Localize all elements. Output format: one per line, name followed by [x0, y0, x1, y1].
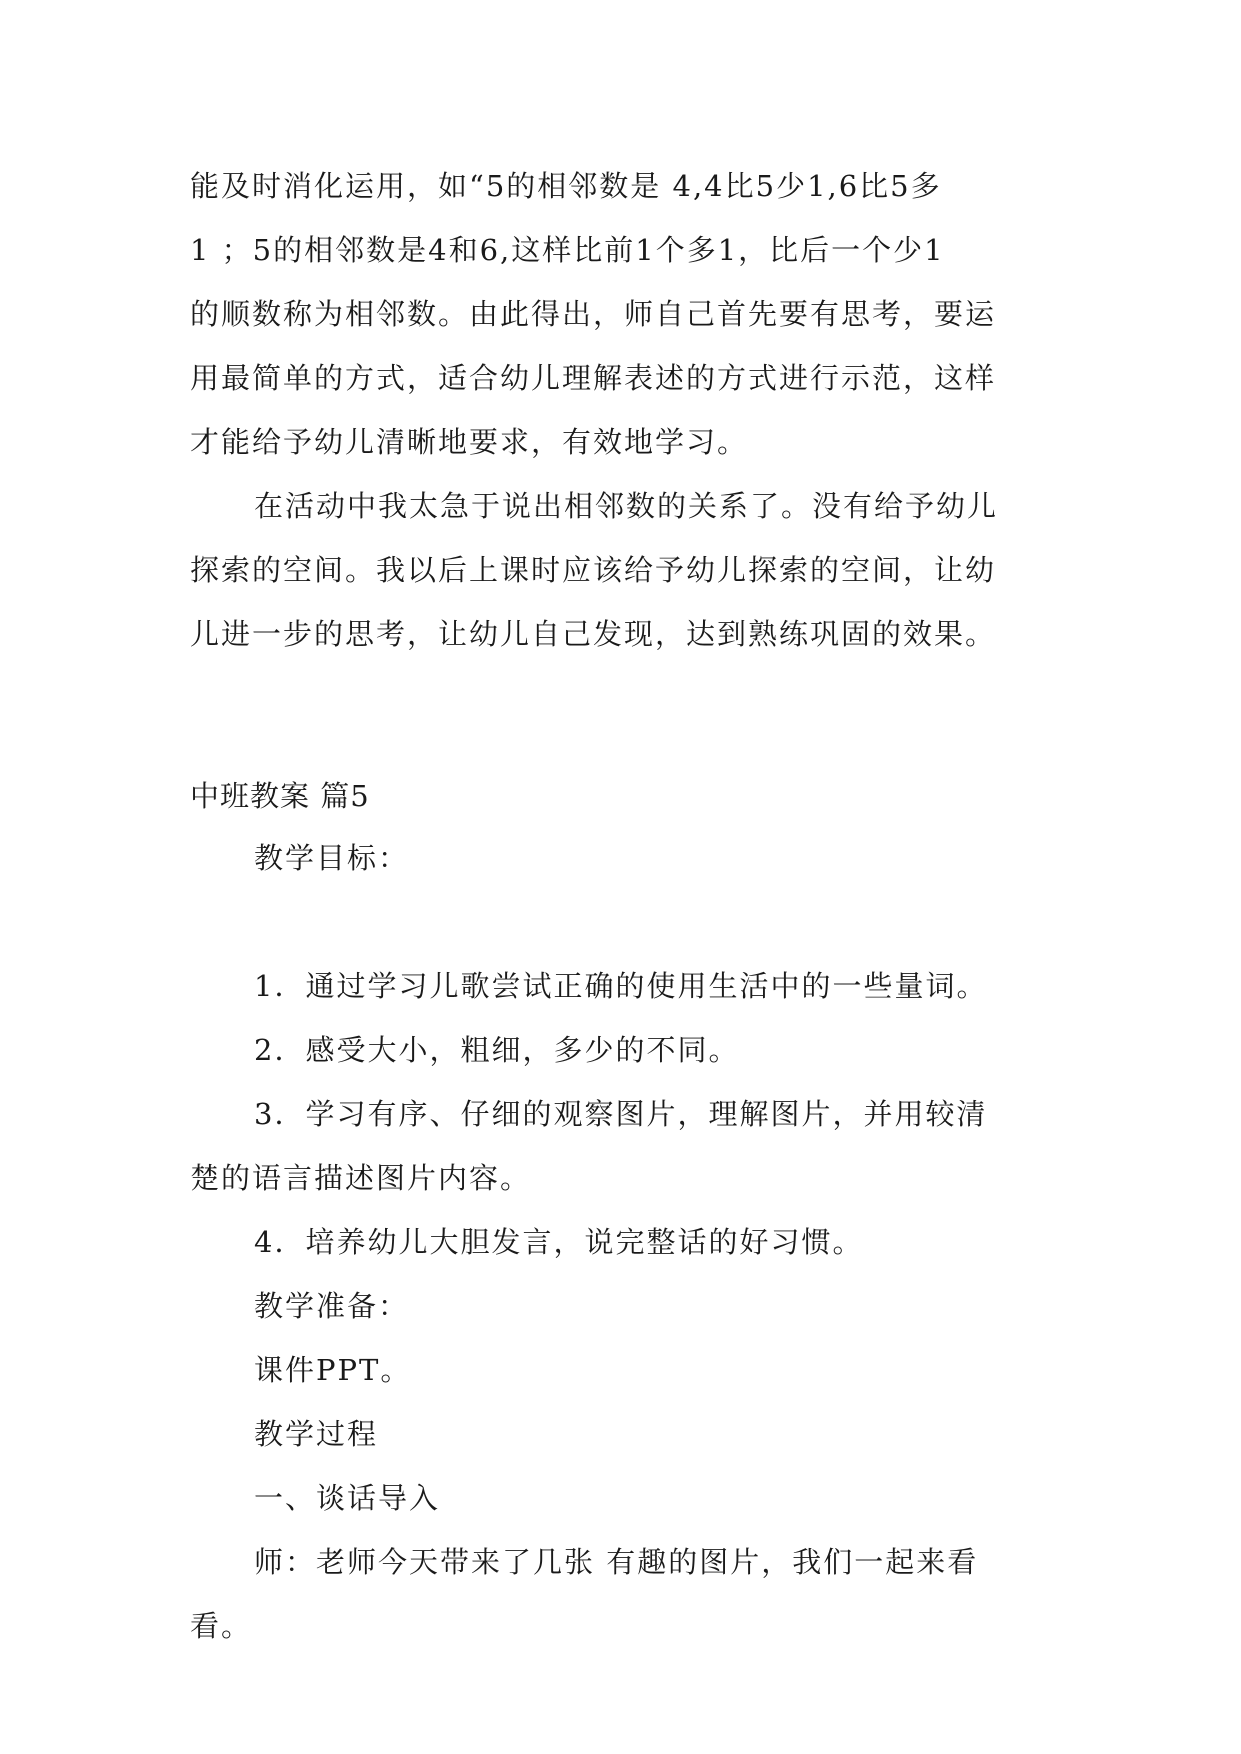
prep-item: 课件PPT。: [254, 1353, 412, 1387]
step1-line: 师：老师今天带来了几张 有趣的图片，我们一起来看: [254, 1545, 979, 1579]
goal-item-continuation: 楚的语言描述图片内容。: [190, 1161, 532, 1195]
paragraph-line: 才能给予幼儿清晰地要求，有效地学习。: [190, 425, 749, 459]
paragraph-line: 的顺数称为相邻数。由此得出，师自己首先要有思考，要运: [190, 297, 997, 331]
step1-line: 看。: [190, 1609, 253, 1643]
process-heading: 教学过程: [254, 1417, 379, 1451]
goal-item: 1．通过学习儿歌尝试正确的使用生活中的一些量词。: [254, 969, 988, 1003]
paragraph-line: 能及时消化运用，如“5的相邻数是 4,4比5少1,6比5多: [190, 169, 942, 203]
prep-heading: 教学准备：: [254, 1289, 410, 1323]
paragraph-line: 用最简单的方式，适合幼儿理解表述的方式进行示范，这样: [190, 361, 997, 395]
goals-heading: 教学目标：: [254, 841, 410, 875]
goal-item: 3．学习有序、仔细的观察图片，理解图片，并用较清: [254, 1097, 988, 1131]
goal-item: 2．感受大小，粗细，多少的不同。: [254, 1033, 740, 1067]
paragraph-line: 探索的空间。我以后上课时应该给予幼儿探索的空间，让幼: [190, 553, 997, 587]
paragraph-line: 1 ；5的相邻数是4和6,这样比前1个多1，比后一个少1: [190, 233, 945, 267]
section-title: 中班教案 篇5: [190, 779, 370, 813]
step1-heading: 一、谈话导入: [254, 1481, 441, 1515]
paragraph-line: 在活动中我太急于说出相邻数的关系了。没有给予幼儿: [254, 489, 999, 523]
paragraph-line: 儿进一步的思考，让幼儿自己发现，达到熟练巩固的效果。: [190, 617, 997, 651]
goal-item: 4．培养幼儿大胆发言，说完整话的好习惯。: [254, 1225, 864, 1259]
